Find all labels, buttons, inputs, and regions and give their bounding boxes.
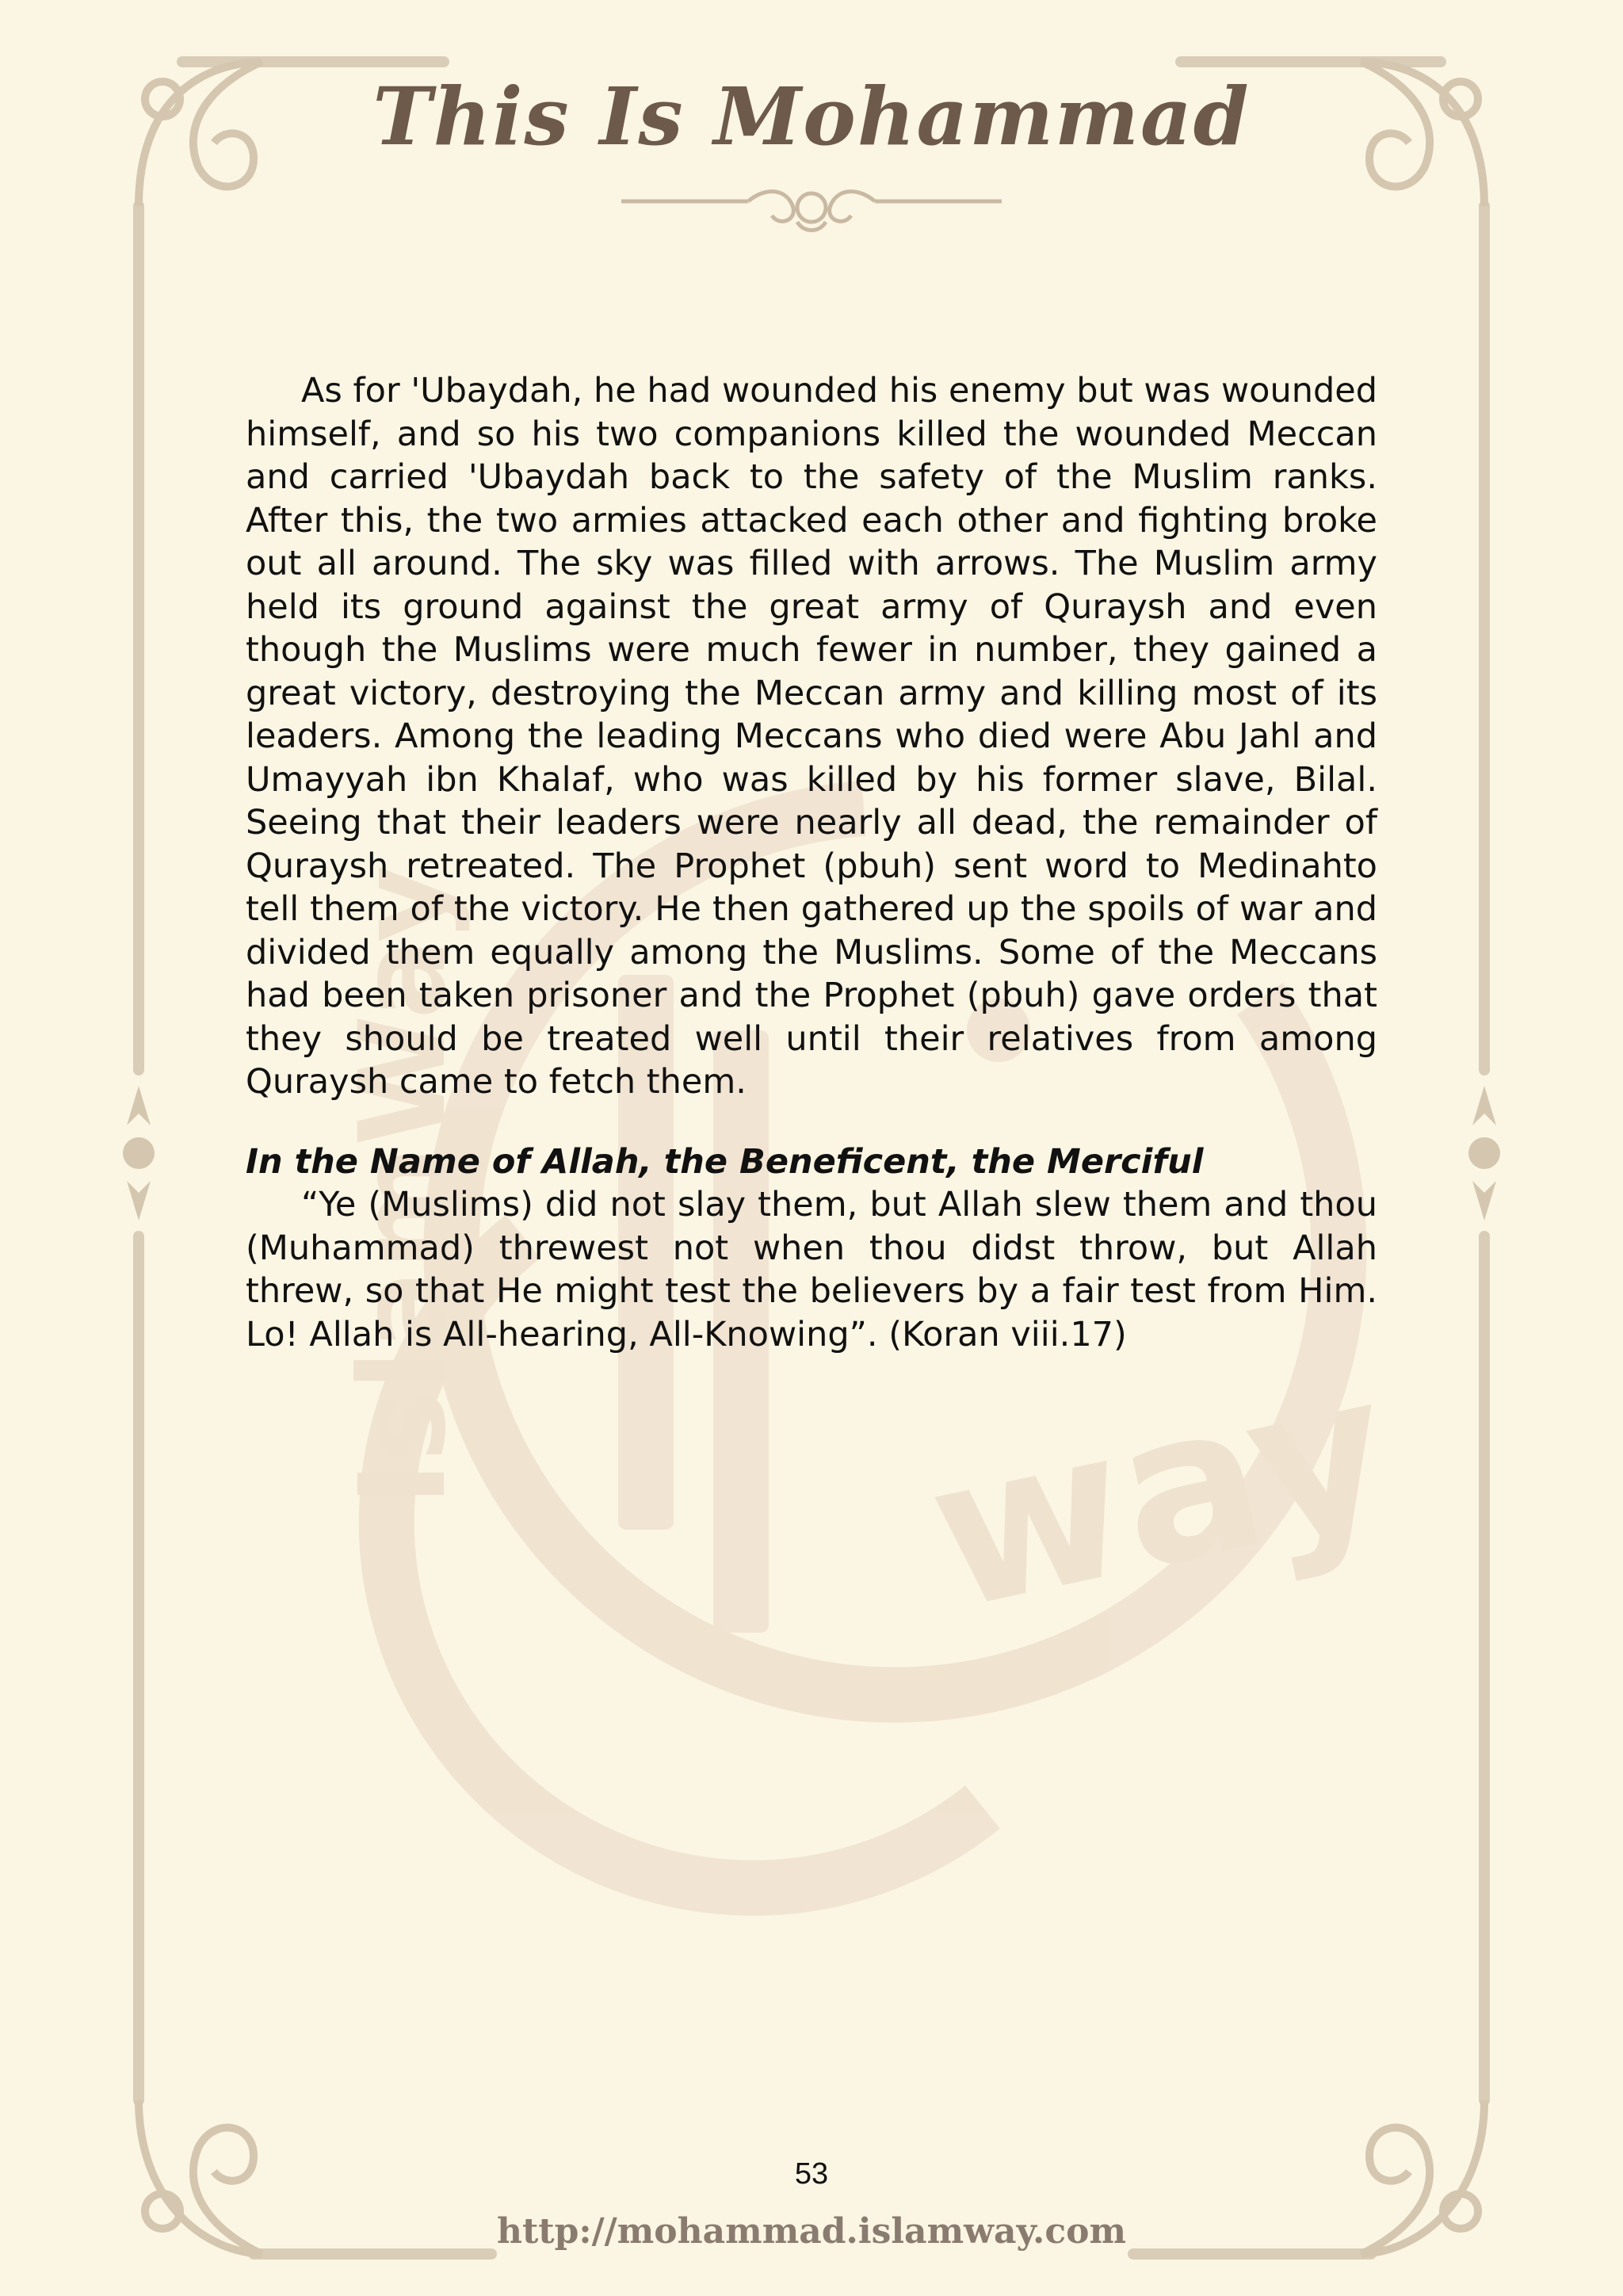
body-paragraph: As for 'Ubaydah, he had wounded his enemy but was wounded himself, and so his two companions killed the wounded Meccan and carried 'Ubaydah back to the safety of the Muslim ranks. After this, the two armies attacked each other and fighting broke out all around. The sky was filled with arrows. The Muslim army held its ground against the great army of Quraysh and even though the Muslims were much fewer in number, they gained a great victory, destroying the Meccan army and killing most of its leaders. Among the leading Meccans who died were Abu Jahl and Umayyah ibn Khalaf, who was killed by his former slave, Bilal. Seeing that their leaders were nearly all dead, the remainder of Quraysh retreated. The Prophet (pbuh) sent word to Medinahto tell them of the victory. He then gathered up the spoils of war and divided them equally among the Muslims. Some of the Meccans had been taken prisoner and the Prophet (pbuh) gave orders that they should be treated well until their relatives from among Quraysh came to fetch them. <box>246 371 1377 1102</box>
page-header-title: This Is Mohammad <box>372 70 1251 163</box>
watermark-text-islamway: IslamWay <box>334 865 472 1506</box>
page-number: 53 <box>794 2157 829 2191</box>
header-flourish-ornament <box>613 184 1010 239</box>
watermark-text-way: way <box>911 1328 1409 1657</box>
page-content <box>246 369 1377 1356</box>
section-heading: In the Name of Allah, the Beneficent, the Merciful <box>246 1141 1204 1182</box>
koran-quote: “Ye (Muslims) did not slay them, but Allah slew them and thou (Muhammad) threwest not when thou didst throw, but Allah threw, so that He might test the believers by a fair test from Him. Lo! Allah is All-hearing, All-Knowing”. (Koran viii.17) <box>246 1185 1377 1354</box>
footer-url-link[interactable]: http://mohammad.islamway.com <box>496 2211 1127 2252</box>
